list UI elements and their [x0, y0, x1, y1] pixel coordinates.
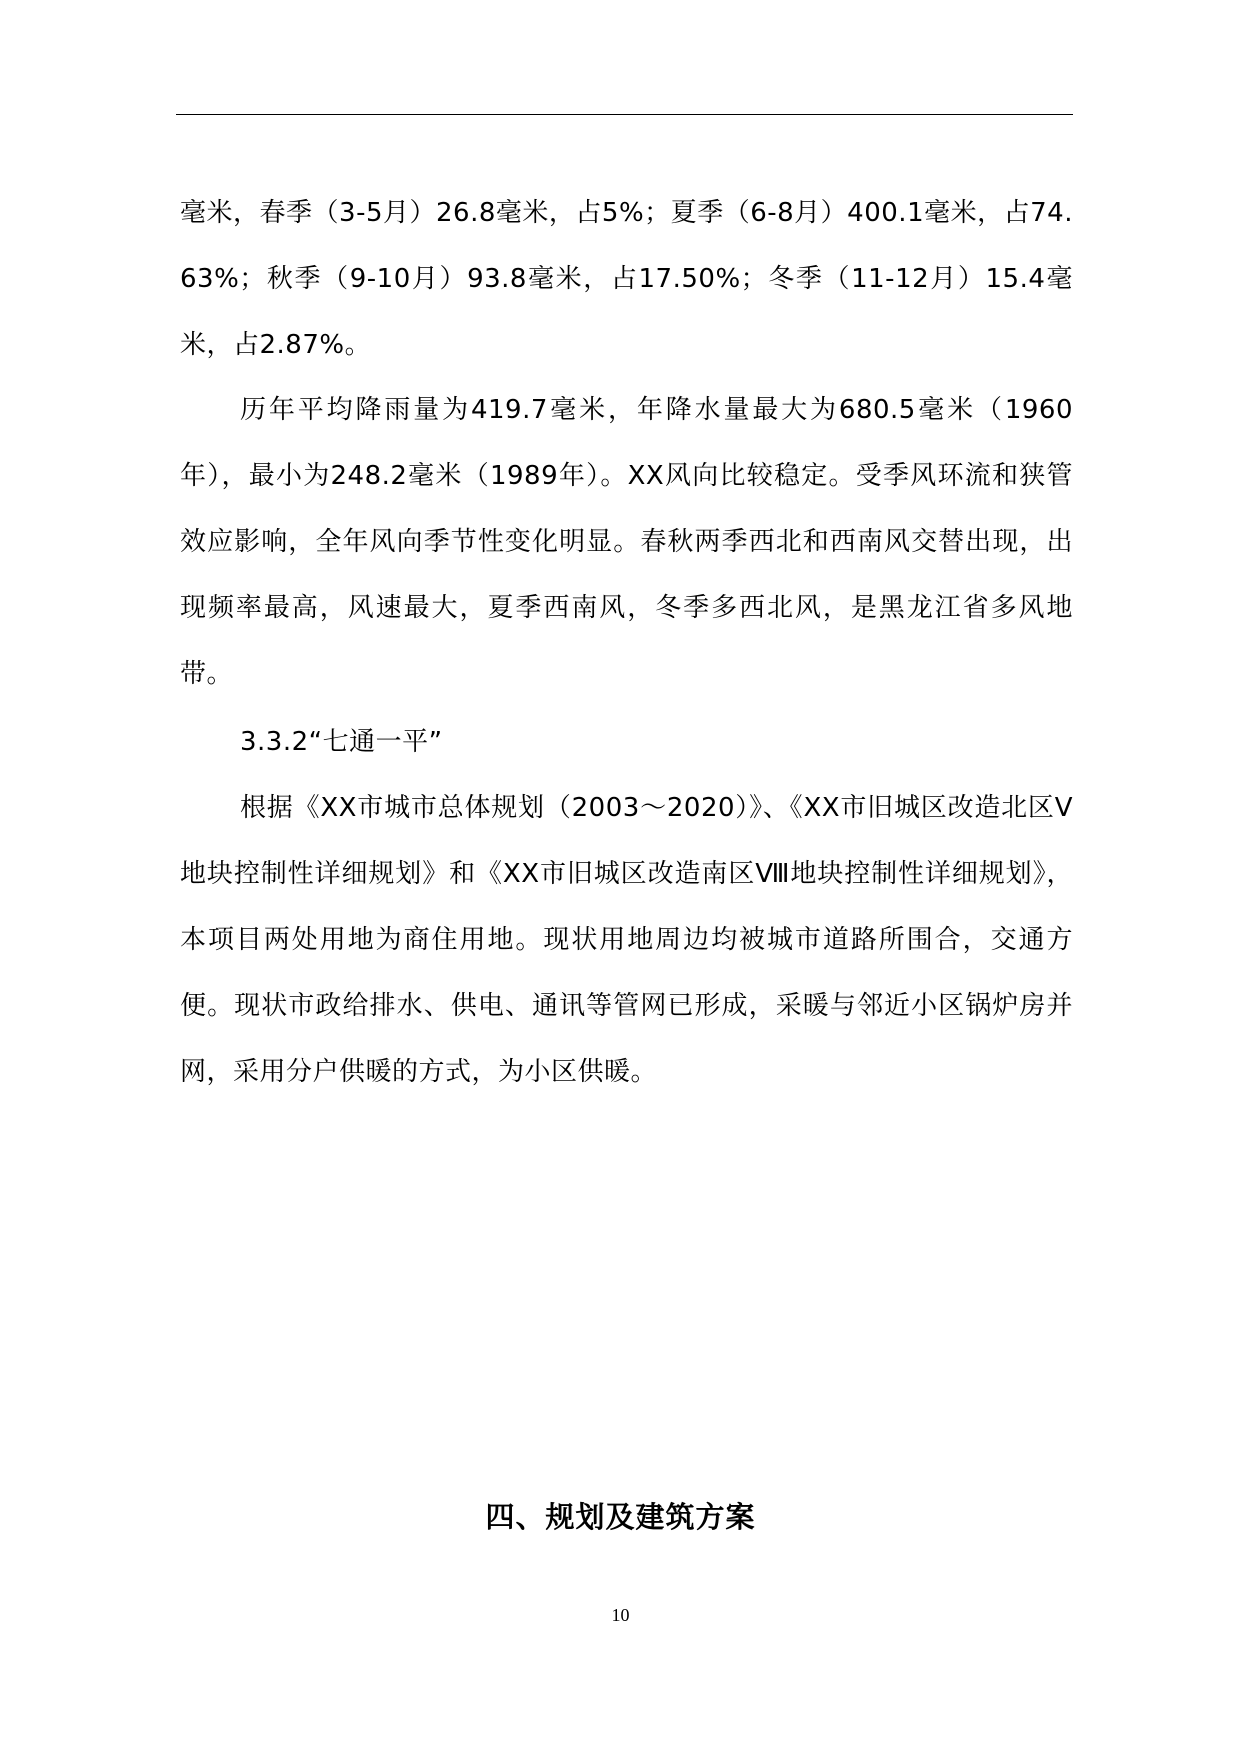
chapter-title: 四、规划及建筑方案: [485, 1500, 756, 1534]
paragraph-rainfall-seasons: 毫米，春季（3-5月）26.8毫米，占5%；夏季（6-8月）400.1毫米，占74.63%；秋季（9-10月）93.8毫米，占17.50%；冬季（11-12月）15.4毫米，占2.87%。: [180, 198, 1073, 360]
header-rule: [176, 114, 1073, 115]
section-heading: 3.3.2“七通一平”: [240, 727, 443, 757]
page-number: 10: [611, 1605, 630, 1625]
paragraph-infrastructure: 根据《XX市城市总体规划（2003～2020）》、《XX市旧城区改造北区Ⅴ地块控制性详细规划》和《XX市旧城区改造南区Ⅷ地块控制性详细规划》，本项目两处用地为商住用地。现状用地周边均被城市道路所围合，交通方便。现状市政给排水、供电、通讯等管网已形成，采暖与邻近小区锅炉房并网，采用分户供暖的方式，为小区供暖。: [180, 793, 1073, 1087]
paragraph-rainfall-wind: 历年平均降雨量为419.7毫米，年降水量最大为680.5毫米（1960年），最小为248.2毫米（1989年）。XX风向比较稳定。受季风环流和狭管效应影响，全年风向季节性变化明显。春秋两季西北和西南风交替出现，出现频率最高，风速最大，夏季西南风，冬季多西北风，是黑龙江省多风地带。: [180, 395, 1073, 689]
